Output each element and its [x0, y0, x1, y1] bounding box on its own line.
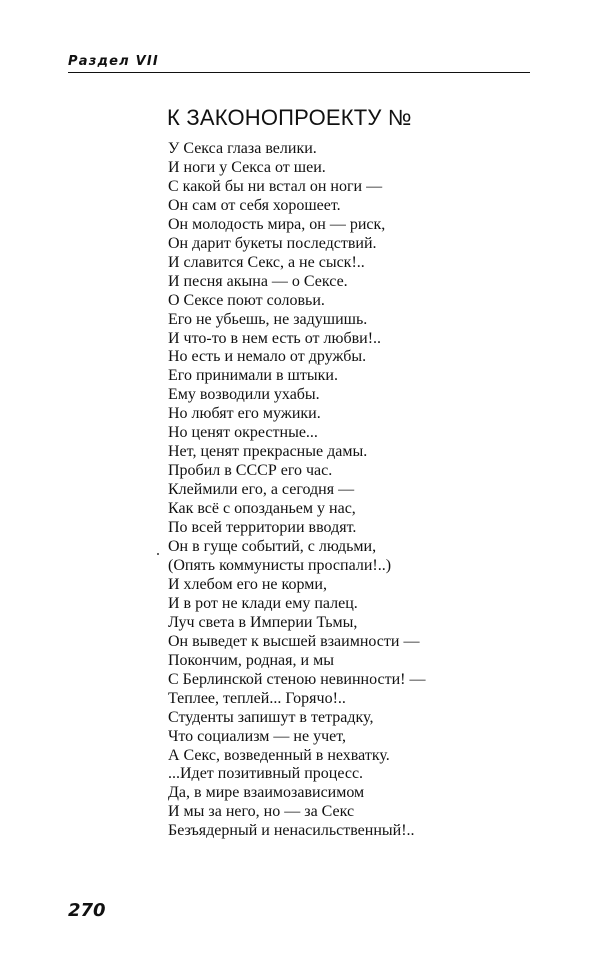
poem-line: Но ценят окрестные...	[168, 424, 318, 442]
poem-line: И хлебом его не корми,	[168, 575, 327, 593]
poem-line: А Секс, возведенный в нехватку.	[168, 746, 390, 764]
poem-body	[168, 140, 425, 841]
poem-line: И мы за него, но — за Секс	[168, 803, 355, 821]
poem-line: С Берлинской стеною невинности! —	[168, 670, 426, 688]
poem-line: О Сексе поют соловьи.	[168, 291, 325, 309]
poem-line: Его не убьешь, не задушишь.	[168, 310, 368, 328]
page-number: 270	[68, 900, 106, 921]
poem-line: И в рот не клади ему палец.	[168, 594, 358, 612]
running-header	[68, 52, 530, 73]
section-label: Раздел VII	[68, 54, 159, 69]
poem-line: Он молодость мира, он — риск,	[168, 215, 386, 233]
poem-line: У Секса глаза велики.	[168, 140, 317, 157]
poem-line: Его принимали в штыки.	[168, 367, 338, 385]
poem-line: Но любят его мужики.	[168, 405, 321, 423]
poem-line: По всей территории вводят.	[168, 519, 357, 537]
poem-line: Покончим, родная, и мы	[168, 651, 334, 669]
poem-line: Что социализм — не учет,	[168, 727, 347, 745]
poem-line: Пробил в СССР его час.	[168, 462, 333, 480]
print-speck	[157, 553, 159, 555]
poem-line: Луч света в Империи Тьмы,	[168, 613, 358, 631]
poem-line: Клеймили его, а сегодня —	[168, 481, 355, 499]
poem-line: Он сам от себя хорошеет.	[168, 196, 341, 214]
poem-line: И славится Секс, а не сыск!..	[168, 253, 365, 271]
poem-line: (Опять коммунисты проспали!..)	[168, 556, 392, 574]
poem-line: Нет, ценят прекрасные дамы.	[168, 443, 368, 461]
poem-line: Но есть и немало от дружбы.	[168, 348, 367, 366]
poem-title: К ЗАКОНОПРОЕКТУ №	[167, 105, 412, 130]
poem-line: И что-то в нем есть от любви!..	[168, 329, 382, 347]
poem-line: Да, в мире взаимозависимом	[168, 784, 365, 802]
poem-line: Он дарит букеты последствий.	[168, 234, 377, 252]
poem-line: Ему возводили ухабы.	[168, 386, 320, 404]
poem-line: Безъядерный и ненасильственный!..	[168, 822, 415, 840]
poem-line: Как всё с опозданьем у нас,	[168, 500, 356, 518]
poem-line: ...Идет позитивный процесс.	[168, 765, 364, 783]
poem-line: С какой бы ни встал он ноги —	[168, 177, 383, 195]
poem-line: Он в гуще событий, с людьми,	[168, 538, 377, 556]
poem-line: Он выведет к высшей взаимности —	[168, 632, 420, 650]
poem-line: Студенты запишут в тетрадку,	[168, 708, 374, 726]
poem-line: И ноги у Секса от шеи.	[168, 158, 326, 176]
poem-line: Теплее, теплей... Горячо!..	[168, 689, 346, 707]
poem-line: И песня акына — о Сексе.	[168, 272, 348, 290]
